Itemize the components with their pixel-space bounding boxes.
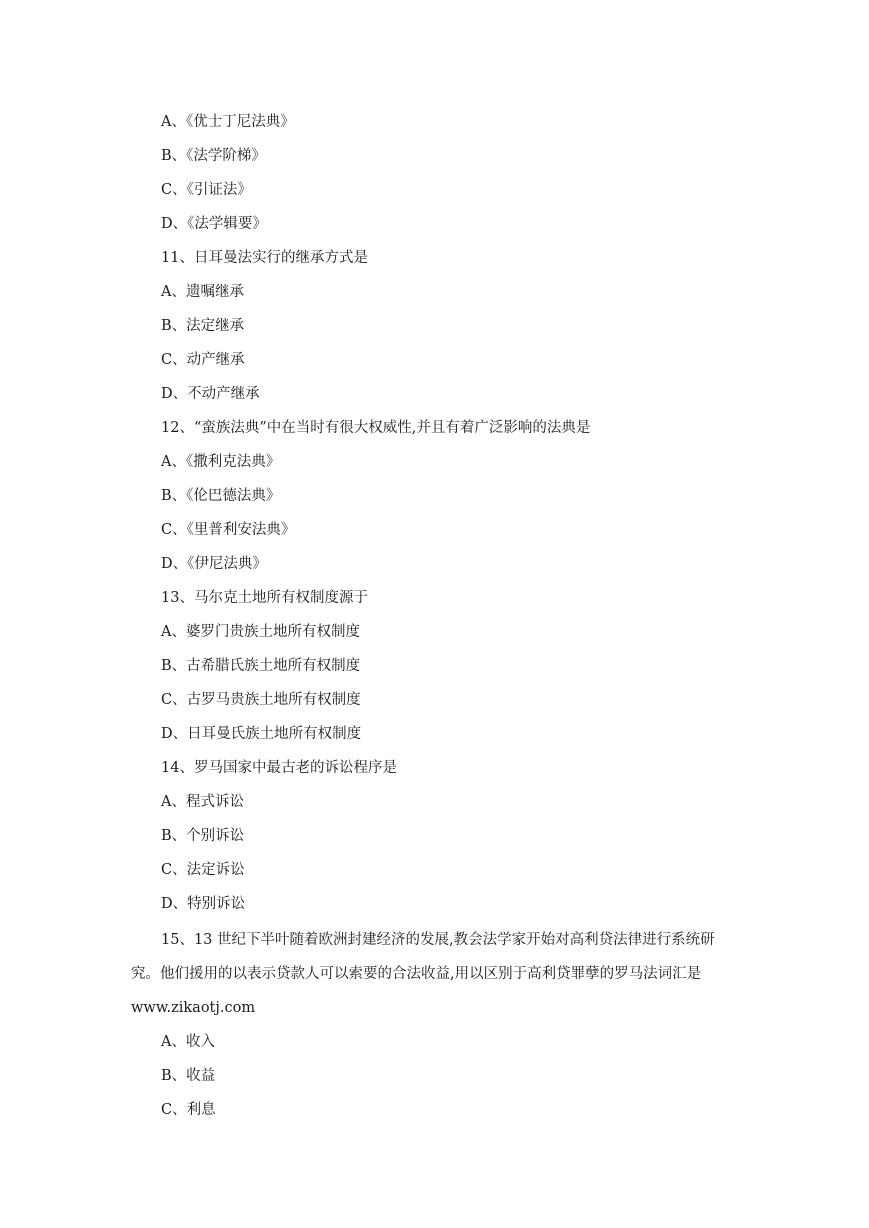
option-line: C、《里普利安法典》 [161, 522, 296, 538]
option-line: C、利息 [161, 1102, 216, 1118]
option-line: B、古希腊氏族土地所有权制度 [161, 658, 361, 674]
option-line: C、法定诉讼 [161, 862, 245, 878]
option-line: B、法定继承 [161, 318, 245, 334]
question-line: 14、罗马国家中最古老的诉讼程序是 [161, 760, 397, 776]
option-line: D、《法学辑要》 [161, 216, 267, 232]
option-line: D、《伊尼法典》 [161, 556, 267, 572]
option-line: C、古罗马贵族土地所有权制度 [161, 692, 361, 708]
option-line: D、特别诉讼 [161, 896, 246, 912]
option-line: A、《优士丁尼法典》 [161, 114, 295, 130]
question-line: 12、“蛮族法典”中在当时有很大权威性,并且有着广泛影响的法典是 [161, 420, 591, 436]
option-line: C、动产继承 [161, 352, 245, 368]
option-line: D、日耳曼氏族土地所有权制度 [161, 726, 362, 742]
option-line: B、收益 [161, 1068, 216, 1084]
question-line: 13、马尔克土地所有权制度源于 [161, 590, 368, 606]
option-line: A、收入 [161, 1034, 215, 1050]
option-line: A、婆罗门贵族土地所有权制度 [161, 624, 360, 640]
option-line: B、个别诉讼 [161, 828, 245, 844]
option-line: D、不动产继承 [161, 386, 260, 402]
option-line: A、遗嘱继承 [161, 284, 244, 300]
question-continuation-line: 究。他们援用的以表示贷款人可以索要的合法收益,用以区别于高利贷罪孽的罗马法词汇是 [131, 966, 702, 982]
option-line: A、程式诉讼 [161, 794, 244, 810]
option-line: B、《伦巴德法典》 [161, 488, 281, 504]
question-line: 15、13 世纪下半叶随着欧洲封建经济的发展,教会法学家开始对高利贷法律进行系统研 [161, 932, 715, 948]
option-line: A、《撒利克法典》 [161, 454, 281, 470]
option-line: B、《法学阶梯》 [161, 148, 266, 164]
option-line: C、《引证法》 [161, 182, 252, 198]
watermark-url-line: www.zikaotj.com [131, 1000, 256, 1016]
question-line: 11、日耳曼法实行的继承方式是 [161, 250, 368, 266]
